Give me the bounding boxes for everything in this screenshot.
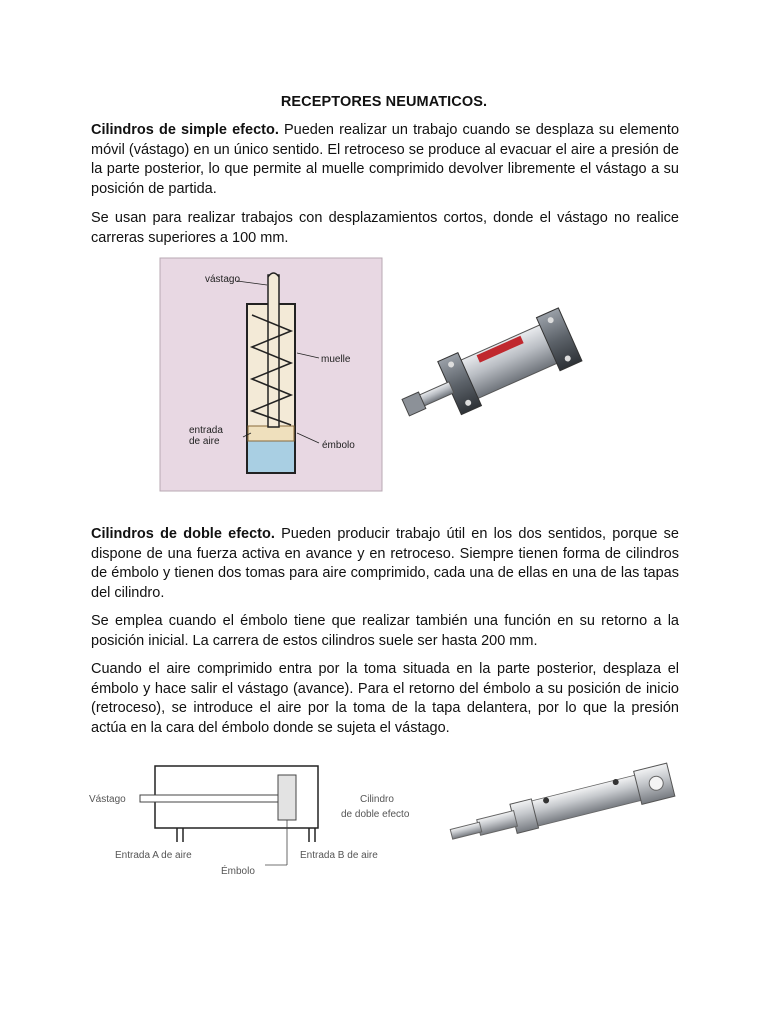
label-embolo: émbolo — [322, 440, 355, 451]
label-muelle: muelle — [321, 354, 351, 365]
text-doble-efecto: Pueden producir trabajo útil en los dos sentidos, porque se dispone de una fuerza activa en avance y en retroceso. Siempre tienen forma de cilindros de émbolo y tienen dos tomas para aire comprimido, cada una de ellas en una de las tapas del cilindro. — [91, 526, 679, 601]
label-entrada-b: Entrada B de aire — [300, 850, 378, 861]
label-entrada-2: de aire — [189, 436, 220, 447]
label-cilindro-2: de doble efecto — [341, 809, 410, 820]
paragraph-desplazamientos: Se usan para realizar trabajos con desplazamientos cortos, donde el vástago no realice carreras superiores a 100 mm. — [91, 210, 679, 246]
threaded-rod — [477, 811, 518, 836]
label-entrada-a: Entrada A de aire — [115, 850, 192, 861]
photo-cylinder-simple — [395, 295, 610, 445]
piston — [248, 426, 294, 441]
diagram-doble-efecto — [85, 760, 425, 880]
piston — [278, 775, 296, 820]
text-simple-efecto: Pueden realizar un trabajo cuando se desplaza su elemento móvil (vástago) en un único sentido. El retroceso se produce al evacuar el aire a presión de la parte posterior, lo que permite al muelle comprimido devolver libremente el vástago a su posición de partida. — [91, 122, 680, 197]
label-entrada-1: entrada — [189, 425, 223, 436]
label-vastago: vástago — [205, 274, 241, 285]
paragraph-doble-efecto — [91, 525, 679, 603]
heading-doble-efecto: Cilindros de doble efecto. — [91, 526, 275, 542]
diagram-simple-efecto — [159, 257, 383, 493]
label-vastago: Vástago — [89, 794, 126, 805]
paragraph-simple-efecto — [91, 121, 679, 199]
page-title: RECEPTORES NEUMATICOS. — [280, 94, 488, 110]
heading-simple-efecto: Cilindros de simple efecto. — [91, 122, 279, 138]
air-chamber — [248, 441, 294, 472]
paragraph-retorno: Se emplea cuando el émbolo tiene que realizar también una función en su retorno a la posición inicial. La carrera de estos cilindros suele ser hasta 200 mm. — [91, 613, 679, 649]
rod-end — [450, 822, 482, 839]
photo-cylinder-doble — [440, 760, 690, 852]
label-cilindro-1: Cilindro — [360, 794, 394, 805]
rod — [140, 795, 278, 802]
label-embolo: Émbolo — [221, 866, 255, 877]
paragraph-funcionamiento: Cuando el aire comprimido entra por la toma situada en la parte posterior, desplaza el émbolo y hace salir el vástago (avance). Para el retorno del émbolo a su posición de inicio (retroceso), se introduce el aire por la toma de la tapa delantera, por lo que la presión actúa en la cara del émbolo donde se sujeta el vástago. — [91, 661, 679, 736]
